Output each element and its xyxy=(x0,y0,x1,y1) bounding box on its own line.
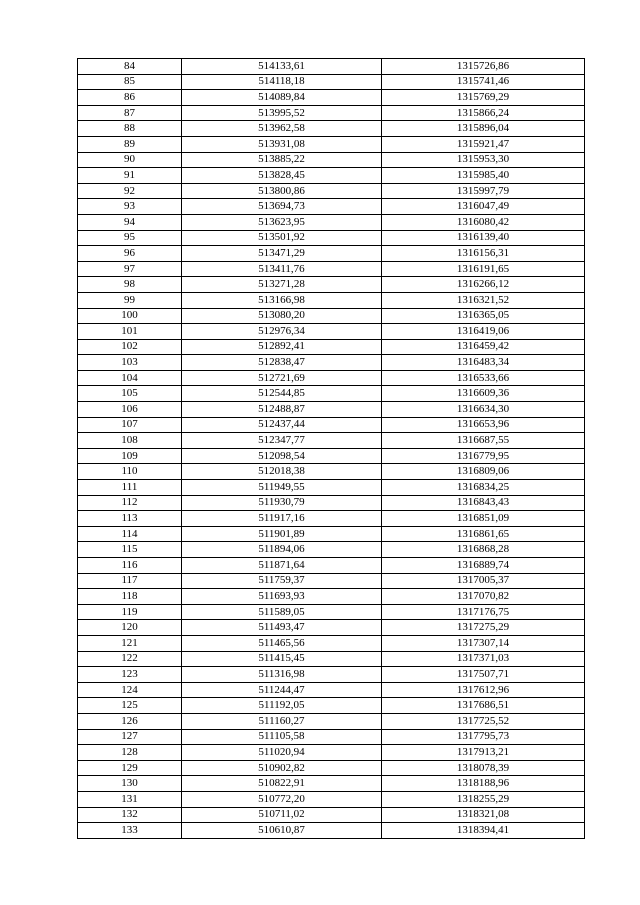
point-number-cell: 97 xyxy=(78,261,182,277)
x-coordinate-cell: 511160,27 xyxy=(182,713,382,729)
point-number-cell: 98 xyxy=(78,277,182,293)
x-coordinate-cell: 512721,69 xyxy=(182,370,382,386)
y-coordinate-cell: 1316191,65 xyxy=(382,261,585,277)
y-coordinate-cell: 1315769,29 xyxy=(382,90,585,106)
table-row xyxy=(78,433,585,449)
y-coordinate-cell: 1316843,43 xyxy=(382,495,585,511)
table-row xyxy=(78,105,585,121)
y-coordinate-cell: 1316634,30 xyxy=(382,402,585,418)
x-coordinate-cell: 511949,55 xyxy=(182,480,382,496)
x-coordinate-cell: 510902,82 xyxy=(182,760,382,776)
table-row xyxy=(78,698,585,714)
x-coordinate-cell: 511894,06 xyxy=(182,542,382,558)
x-coordinate-cell: 512892,41 xyxy=(182,339,382,355)
point-number-cell: 84 xyxy=(78,59,182,75)
table-row xyxy=(78,261,585,277)
table-row xyxy=(78,230,585,246)
x-coordinate-cell: 512018,38 xyxy=(182,464,382,480)
x-coordinate-cell: 511192,05 xyxy=(182,698,382,714)
point-number-cell: 109 xyxy=(78,448,182,464)
table-row xyxy=(78,152,585,168)
table-row xyxy=(78,136,585,152)
point-number-cell: 90 xyxy=(78,152,182,168)
x-coordinate-cell: 511493,47 xyxy=(182,620,382,636)
coordinates-table xyxy=(77,58,585,839)
x-coordinate-cell: 512544,85 xyxy=(182,386,382,402)
y-coordinate-cell: 1317275,29 xyxy=(382,620,585,636)
point-number-cell: 122 xyxy=(78,651,182,667)
x-coordinate-cell: 513271,28 xyxy=(182,277,382,293)
point-number-cell: 133 xyxy=(78,823,182,839)
x-coordinate-cell: 511105,58 xyxy=(182,729,382,745)
table-row xyxy=(78,121,585,137)
y-coordinate-cell: 1316533,66 xyxy=(382,370,585,386)
table-row xyxy=(78,355,585,371)
x-coordinate-cell: 513995,52 xyxy=(182,105,382,121)
point-number-cell: 128 xyxy=(78,745,182,761)
y-coordinate-cell: 1316861,65 xyxy=(382,526,585,542)
x-coordinate-cell: 511020,94 xyxy=(182,745,382,761)
table-row xyxy=(78,277,585,293)
table-row xyxy=(78,713,585,729)
table-row xyxy=(78,729,585,745)
point-number-cell: 130 xyxy=(78,776,182,792)
y-coordinate-cell: 1316459,42 xyxy=(382,339,585,355)
y-coordinate-cell: 1315726,86 xyxy=(382,59,585,75)
y-coordinate-cell: 1316419,06 xyxy=(382,324,585,340)
table-row xyxy=(78,573,585,589)
x-coordinate-cell: 512098,54 xyxy=(182,448,382,464)
y-coordinate-cell: 1316266,12 xyxy=(382,277,585,293)
point-number-cell: 103 xyxy=(78,355,182,371)
table-row xyxy=(78,308,585,324)
x-coordinate-cell: 513080,20 xyxy=(182,308,382,324)
y-coordinate-cell: 1315741,46 xyxy=(382,74,585,90)
table-row xyxy=(78,667,585,683)
table-row xyxy=(78,620,585,636)
table-row xyxy=(78,339,585,355)
y-coordinate-cell: 1317176,75 xyxy=(382,604,585,620)
y-coordinate-cell: 1318078,39 xyxy=(382,760,585,776)
x-coordinate-cell: 513166,98 xyxy=(182,292,382,308)
point-number-cell: 112 xyxy=(78,495,182,511)
x-coordinate-cell: 511917,16 xyxy=(182,511,382,527)
point-number-cell: 126 xyxy=(78,713,182,729)
table-row xyxy=(78,74,585,90)
point-number-cell: 93 xyxy=(78,199,182,215)
y-coordinate-cell: 1316889,74 xyxy=(382,558,585,574)
table-row xyxy=(78,199,585,215)
coordinates-table-body xyxy=(78,59,585,839)
y-coordinate-cell: 1316834,25 xyxy=(382,480,585,496)
point-number-cell: 104 xyxy=(78,370,182,386)
table-row xyxy=(78,370,585,386)
y-coordinate-cell: 1316868,28 xyxy=(382,542,585,558)
y-coordinate-cell: 1317307,14 xyxy=(382,635,585,651)
y-coordinate-cell: 1317612,96 xyxy=(382,682,585,698)
x-coordinate-cell: 514089,84 xyxy=(182,90,382,106)
point-number-cell: 105 xyxy=(78,386,182,402)
table-row xyxy=(78,386,585,402)
x-coordinate-cell: 513885,22 xyxy=(182,152,382,168)
y-coordinate-cell: 1318188,96 xyxy=(382,776,585,792)
x-coordinate-cell: 511244,47 xyxy=(182,682,382,698)
y-coordinate-cell: 1317371,03 xyxy=(382,651,585,667)
x-coordinate-cell: 513800,86 xyxy=(182,183,382,199)
table-row xyxy=(78,511,585,527)
y-coordinate-cell: 1316139,40 xyxy=(382,230,585,246)
table-row xyxy=(78,526,585,542)
table-row xyxy=(78,214,585,230)
point-number-cell: 129 xyxy=(78,760,182,776)
x-coordinate-cell: 510610,87 xyxy=(182,823,382,839)
y-coordinate-cell: 1315921,47 xyxy=(382,136,585,152)
point-number-cell: 91 xyxy=(78,168,182,184)
x-coordinate-cell: 510822,91 xyxy=(182,776,382,792)
y-coordinate-cell: 1316779,95 xyxy=(382,448,585,464)
point-number-cell: 99 xyxy=(78,292,182,308)
point-number-cell: 94 xyxy=(78,214,182,230)
table-row xyxy=(78,542,585,558)
point-number-cell: 123 xyxy=(78,667,182,683)
x-coordinate-cell: 513694,73 xyxy=(182,199,382,215)
point-number-cell: 96 xyxy=(78,246,182,262)
y-coordinate-cell: 1318255,29 xyxy=(382,791,585,807)
table-row xyxy=(78,558,585,574)
point-number-cell: 120 xyxy=(78,620,182,636)
x-coordinate-cell: 513962,58 xyxy=(182,121,382,137)
y-coordinate-cell: 1317725,52 xyxy=(382,713,585,729)
x-coordinate-cell: 511693,93 xyxy=(182,589,382,605)
point-number-cell: 88 xyxy=(78,121,182,137)
y-coordinate-cell: 1315953,30 xyxy=(382,152,585,168)
table-row xyxy=(78,59,585,75)
x-coordinate-cell: 512838,47 xyxy=(182,355,382,371)
table-row xyxy=(78,635,585,651)
x-coordinate-cell: 511589,05 xyxy=(182,604,382,620)
point-number-cell: 110 xyxy=(78,464,182,480)
point-number-cell: 116 xyxy=(78,558,182,574)
point-number-cell: 86 xyxy=(78,90,182,106)
table-row xyxy=(78,589,585,605)
table-row xyxy=(78,651,585,667)
y-coordinate-cell: 1315985,40 xyxy=(382,168,585,184)
table-row xyxy=(78,480,585,496)
point-number-cell: 124 xyxy=(78,682,182,698)
point-number-cell: 107 xyxy=(78,417,182,433)
y-coordinate-cell: 1316687,55 xyxy=(382,433,585,449)
x-coordinate-cell: 512347,77 xyxy=(182,433,382,449)
point-number-cell: 118 xyxy=(78,589,182,605)
y-coordinate-cell: 1315997,79 xyxy=(382,183,585,199)
point-number-cell: 106 xyxy=(78,402,182,418)
x-coordinate-cell: 512437,44 xyxy=(182,417,382,433)
table-row xyxy=(78,823,585,839)
y-coordinate-cell: 1317913,21 xyxy=(382,745,585,761)
table-row xyxy=(78,791,585,807)
table-row xyxy=(78,292,585,308)
point-number-cell: 111 xyxy=(78,480,182,496)
x-coordinate-cell: 511930,79 xyxy=(182,495,382,511)
x-coordinate-cell: 514118,18 xyxy=(182,74,382,90)
table-row xyxy=(78,402,585,418)
y-coordinate-cell: 1316365,05 xyxy=(382,308,585,324)
table-row xyxy=(78,682,585,698)
y-coordinate-cell: 1317507,71 xyxy=(382,667,585,683)
point-number-cell: 102 xyxy=(78,339,182,355)
x-coordinate-cell: 510711,02 xyxy=(182,807,382,823)
x-coordinate-cell: 511316,98 xyxy=(182,667,382,683)
y-coordinate-cell: 1318321,08 xyxy=(382,807,585,823)
point-number-cell: 95 xyxy=(78,230,182,246)
y-coordinate-cell: 1317686,51 xyxy=(382,698,585,714)
point-number-cell: 85 xyxy=(78,74,182,90)
table-row xyxy=(78,448,585,464)
table-row xyxy=(78,417,585,433)
point-number-cell: 115 xyxy=(78,542,182,558)
x-coordinate-cell: 511901,89 xyxy=(182,526,382,542)
y-coordinate-cell: 1316851,09 xyxy=(382,511,585,527)
x-coordinate-cell: 514133,61 xyxy=(182,59,382,75)
y-coordinate-cell: 1316321,52 xyxy=(382,292,585,308)
y-coordinate-cell: 1318394,41 xyxy=(382,823,585,839)
x-coordinate-cell: 511871,64 xyxy=(182,558,382,574)
y-coordinate-cell: 1316080,42 xyxy=(382,214,585,230)
table-row xyxy=(78,745,585,761)
x-coordinate-cell: 513501,92 xyxy=(182,230,382,246)
x-coordinate-cell: 511415,45 xyxy=(182,651,382,667)
point-number-cell: 121 xyxy=(78,635,182,651)
table-row xyxy=(78,183,585,199)
y-coordinate-cell: 1316609,36 xyxy=(382,386,585,402)
point-number-cell: 89 xyxy=(78,136,182,152)
table-row xyxy=(78,604,585,620)
point-number-cell: 113 xyxy=(78,511,182,527)
table-row xyxy=(78,495,585,511)
point-number-cell: 132 xyxy=(78,807,182,823)
y-coordinate-cell: 1316653,96 xyxy=(382,417,585,433)
y-coordinate-cell: 1316809,06 xyxy=(382,464,585,480)
point-number-cell: 114 xyxy=(78,526,182,542)
x-coordinate-cell: 513471,29 xyxy=(182,246,382,262)
table-row xyxy=(78,246,585,262)
table-row xyxy=(78,168,585,184)
y-coordinate-cell: 1315866,24 xyxy=(382,105,585,121)
y-coordinate-cell: 1316047,49 xyxy=(382,199,585,215)
table-row xyxy=(78,90,585,106)
table-row xyxy=(78,760,585,776)
x-coordinate-cell: 512488,87 xyxy=(182,402,382,418)
table-row xyxy=(78,776,585,792)
x-coordinate-cell: 513623,95 xyxy=(182,214,382,230)
point-number-cell: 127 xyxy=(78,729,182,745)
point-number-cell: 87 xyxy=(78,105,182,121)
y-coordinate-cell: 1316156,31 xyxy=(382,246,585,262)
table-row xyxy=(78,464,585,480)
x-coordinate-cell: 513411,76 xyxy=(182,261,382,277)
y-coordinate-cell: 1317070,82 xyxy=(382,589,585,605)
table-row xyxy=(78,807,585,823)
y-coordinate-cell: 1315896,04 xyxy=(382,121,585,137)
point-number-cell: 92 xyxy=(78,183,182,199)
point-number-cell: 101 xyxy=(78,324,182,340)
x-coordinate-cell: 513828,45 xyxy=(182,168,382,184)
x-coordinate-cell: 513931,08 xyxy=(182,136,382,152)
table-row xyxy=(78,324,585,340)
y-coordinate-cell: 1316483,34 xyxy=(382,355,585,371)
point-number-cell: 100 xyxy=(78,308,182,324)
point-number-cell: 131 xyxy=(78,791,182,807)
point-number-cell: 119 xyxy=(78,604,182,620)
x-coordinate-cell: 510772,20 xyxy=(182,791,382,807)
point-number-cell: 108 xyxy=(78,433,182,449)
y-coordinate-cell: 1317005,37 xyxy=(382,573,585,589)
y-coordinate-cell: 1317795,73 xyxy=(382,729,585,745)
x-coordinate-cell: 512976,34 xyxy=(182,324,382,340)
point-number-cell: 117 xyxy=(78,573,182,589)
x-coordinate-cell: 511465,56 xyxy=(182,635,382,651)
x-coordinate-cell: 511759,37 xyxy=(182,573,382,589)
point-number-cell: 125 xyxy=(78,698,182,714)
